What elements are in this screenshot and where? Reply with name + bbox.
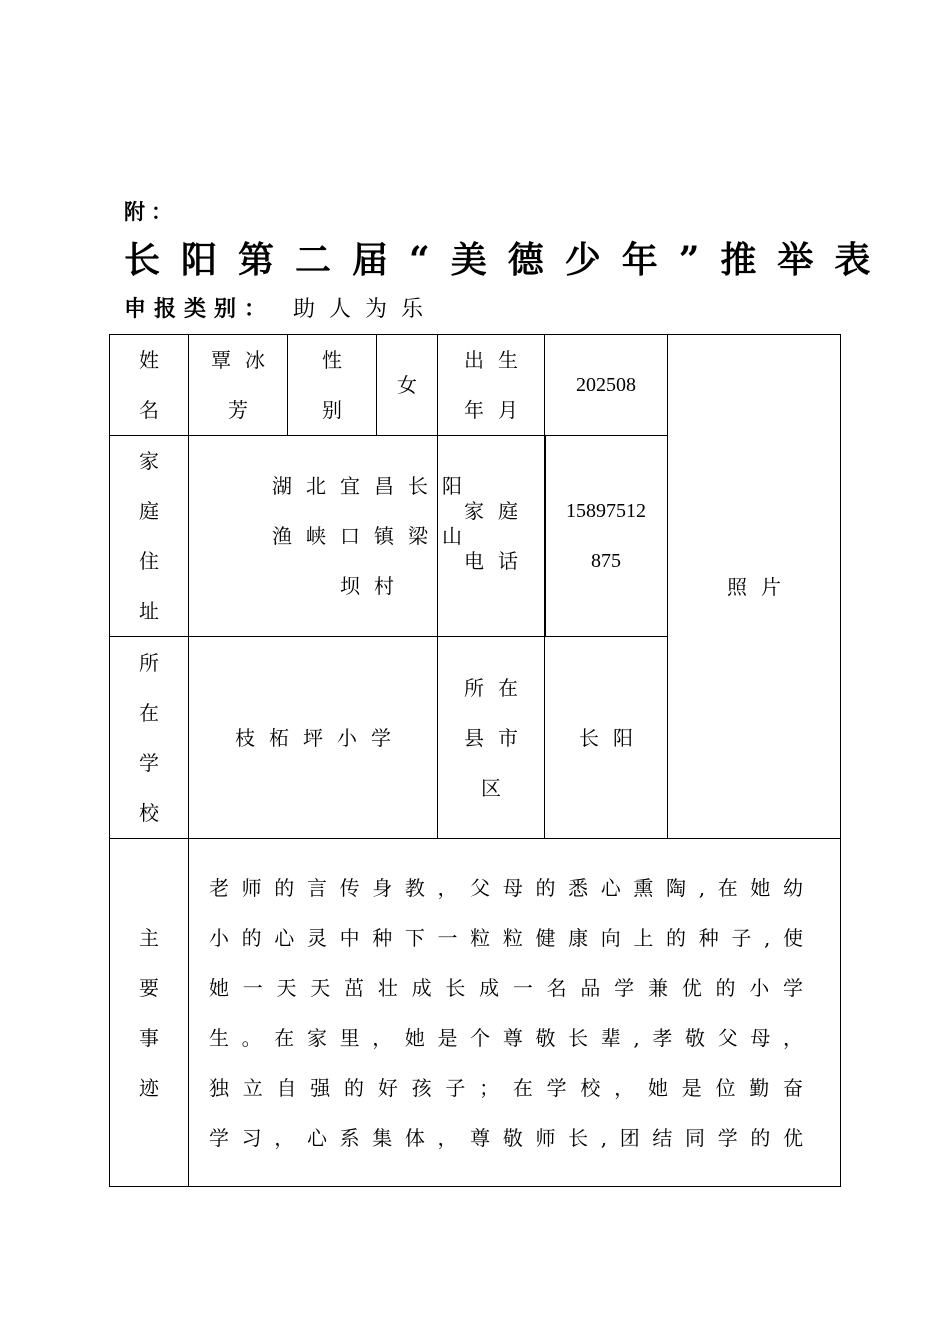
phone-value-cell [544,435,668,637]
county-value-cell [544,636,668,839]
deeds-label-cell [109,838,189,1187]
deeds-line: 她一天天茁壮成长成一名品学兼优的小学 [209,976,814,1000]
county-value: 长阳 [579,725,647,750]
gender-label-line: 性 [322,348,342,372]
photo-label: 照片 [727,574,795,599]
address-label-line: 址 [139,599,159,623]
deeds-label-line: 事 [139,1025,159,1050]
school-label-line: 学 [139,750,159,775]
address-label-line: 住 [139,549,159,573]
category-label: 申报类别： [124,296,275,322]
school-label-line: 校 [139,800,159,825]
phone-value-line: 15897512 [566,500,646,522]
gender-label-cell [287,334,377,436]
page-title: 长阳第二届“美德少年”推举表 [124,239,892,281]
name-value-line: 覃冰 [211,348,279,372]
gender-value: 女 [397,373,417,397]
name-label-line: 名 [139,398,159,422]
school-label-line: 在 [139,700,159,725]
address-label-cell [109,435,189,637]
address-value-line: 渔峡口镇梁山 [272,524,476,548]
county-label-cell [437,636,545,839]
address-value-line: 坝村 [340,574,408,598]
school-value: 枝柘坪小学 [235,725,405,750]
birth-value-cell [544,334,668,436]
name-value-cell [188,334,288,436]
county-label-line: 区 [481,775,515,800]
school-value-cell [188,636,438,839]
address-value-line: 湖北宜昌长阳 [272,474,476,498]
deeds-line: 学习，心系集体，尊敬师长,团结同学的优 [209,1126,814,1150]
birth-value: 202508 [576,374,636,396]
attachment-label: 附： [124,199,178,224]
county-label-line: 县市 [464,725,532,750]
school-label-cell [109,636,189,839]
phone-label-line: 家庭 [464,499,532,523]
name-label-cell [109,334,189,436]
birth-label-cell [437,334,545,436]
deeds-label-line: 迹 [139,1075,159,1100]
deeds-line: 独立自强的好孩子；在学校，她是位勤奋 [209,1076,814,1100]
name-label-line: 姓 [139,348,159,372]
photo-cell [667,334,841,839]
birth-label-line: 出生 [464,348,532,372]
gender-value-cell [376,334,438,436]
phone-label-line: 电话 [464,549,532,573]
deeds-line: 生。在家里，她是个尊敬长辈,孝敬父母， [209,1026,814,1050]
category-value: 助人为乐 [293,297,438,322]
gender-label-line: 别 [322,398,342,422]
birth-label-line: 年月 [464,398,532,422]
school-label-line: 所 [139,650,159,675]
phone-label-cell [437,435,545,637]
name-value-line: 芳 [228,398,262,422]
deeds-text-cell [188,838,841,1187]
phone-value-line: 875 [591,550,621,572]
deeds-label-line: 要 [139,975,159,1000]
deeds-line: 小的心灵中种下一粒粒健康向上的种子,使 [209,926,814,950]
address-label-line: 家 [139,449,159,473]
county-label-line: 所在 [464,675,532,700]
address-label-line: 庭 [139,499,159,523]
nomination-form-table [109,334,841,1187]
deeds-line: 老师的言传身教，父母的悉心熏陶,在她幼 [209,876,814,900]
deeds-label-line: 主 [139,925,159,950]
